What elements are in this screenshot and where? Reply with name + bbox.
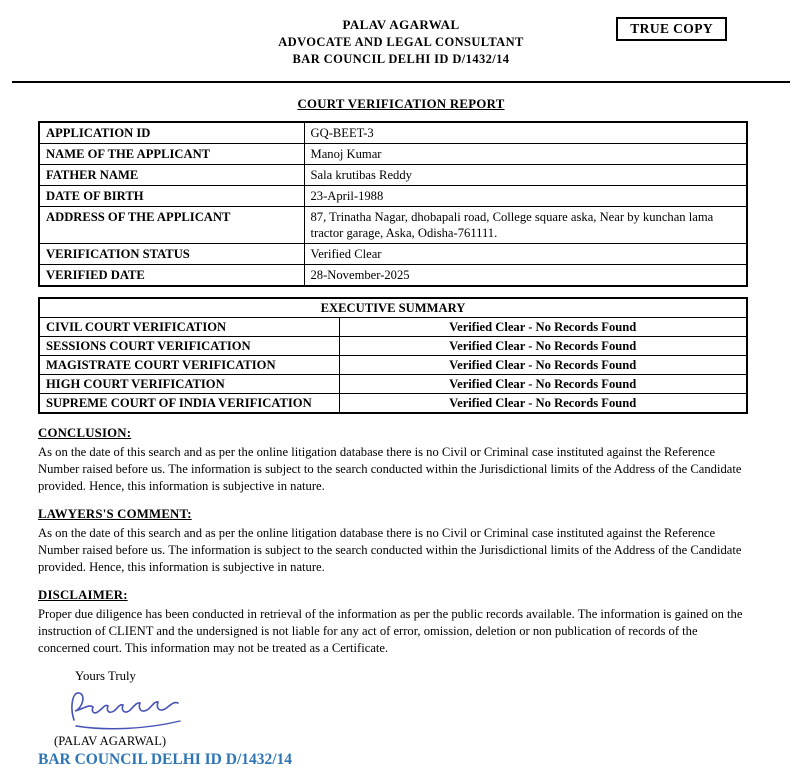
- row-value: Verified Clear - No Records Found: [339, 374, 747, 393]
- table-row: [39, 336, 747, 355]
- row-value: GQ-BEET-3: [304, 122, 747, 144]
- section-body: As on the date of this search and as per the online litigation database there is no Civil or Criminal case instituted against the Reference Number raised before us. The information is subject to the search conducted within the Jurisdictional limits of the Address of the Candidate provided. Hence, this information is subjective in nature.: [38, 525, 742, 574]
- closing-text: Yours Truly: [75, 668, 136, 683]
- row-value: 87, Trinatha Nagar, dhobapali road, College square aska, Near by kunchan lama tractor garage, Aska, Odisha-761111.: [304, 206, 747, 243]
- section-disclaimer: [38, 588, 748, 657]
- row-label: APPLICATION ID: [39, 122, 304, 144]
- table-row: [39, 264, 747, 286]
- row-value: Manoj Kumar: [304, 143, 747, 164]
- signatory-name: (PALAV AGARWAL): [54, 733, 167, 748]
- row-label: ADDRESS OF THE APPLICANT: [39, 206, 304, 243]
- row-label: SESSIONS COURT VERIFICATION: [39, 336, 339, 355]
- row-label: MAGISTRATE COURT VERIFICATION: [39, 355, 339, 374]
- report-body: [38, 121, 748, 769]
- section-body: Proper due diligence has been conducted in retrieval of the information as per the public records available. The information is gained on the instruction of CLIENT and the undersigned is not liable for any act of error, omission, deletion or non publication of records of the concerned court. This information may not be treated as a Certificate.: [38, 606, 743, 655]
- row-label: FATHER NAME: [39, 164, 304, 185]
- executive-summary-title: EXECUTIVE SUMMARY: [39, 298, 747, 318]
- table-row: [39, 143, 747, 164]
- row-value: Sala krutibas Reddy: [304, 164, 747, 185]
- section-heading: DISCLAIMER:: [38, 587, 128, 602]
- header-divider: [12, 81, 790, 83]
- table-row: [39, 374, 747, 393]
- row-label: CIVIL COURT VERIFICATION: [39, 317, 339, 336]
- row-label: VERIFICATION STATUS: [39, 243, 304, 264]
- advocate-bar-id: BAR COUNCIL DELHI ID D/1432/14: [292, 52, 510, 66]
- section-heading: CONCLUSION:: [38, 425, 132, 440]
- row-label: NAME OF THE APPLICANT: [39, 143, 304, 164]
- row-value: Verified Clear - No Records Found: [339, 355, 747, 374]
- row-label: VERIFIED DATE: [39, 264, 304, 286]
- table-row: [39, 122, 747, 144]
- details-table: [38, 121, 748, 287]
- row-label: SUPREME COURT OF INDIA VERIFICATION: [39, 393, 339, 413]
- advocate-role: ADVOCATE AND LEGAL CONSULTANT: [278, 34, 524, 49]
- section-lawyers-comment: [38, 507, 748, 576]
- true-copy-label: TRUE COPY: [630, 21, 713, 36]
- section-body: As on the date of this search and as per the online litigation database there is no Civil or Criminal case instituted against the Reference Number raised before us. The information is subject to the search conducted within the Jurisdictional limits of the Address of the Candidate provided. Hence, this information is subjective in nature.: [38, 444, 742, 493]
- table-row: [39, 164, 747, 185]
- table-row: [39, 243, 747, 264]
- advocate-name: PALAV AGARWAL: [342, 17, 460, 32]
- row-value: Verified Clear: [304, 243, 747, 264]
- section-conclusion: [38, 426, 748, 495]
- row-value: Verified Clear - No Records Found: [339, 393, 747, 413]
- signature-image: [62, 686, 748, 734]
- table-row: [39, 355, 747, 374]
- section-heading: LAWYERS'S COMMENT:: [38, 506, 192, 521]
- executive-summary-table: [38, 297, 748, 414]
- table-row: [39, 185, 747, 206]
- table-row: [39, 298, 747, 318]
- report-title: COURT VERIFICATION REPORT: [297, 96, 505, 111]
- footer-bar-council-id: BAR COUNCIL DELHI ID D/1432/14: [38, 750, 293, 768]
- row-value: Verified Clear - No Records Found: [339, 336, 747, 355]
- row-value: Verified Clear - No Records Found: [339, 317, 747, 336]
- table-row: [39, 317, 747, 336]
- table-row: [39, 206, 747, 243]
- row-label: DATE OF BIRTH: [39, 185, 304, 206]
- row-label: HIGH COURT VERIFICATION: [39, 374, 339, 393]
- row-value: 28-November-2025: [304, 264, 747, 286]
- true-copy-stamp: [616, 17, 727, 41]
- row-value: 23-April-1988: [304, 185, 747, 206]
- table-row: [39, 393, 747, 413]
